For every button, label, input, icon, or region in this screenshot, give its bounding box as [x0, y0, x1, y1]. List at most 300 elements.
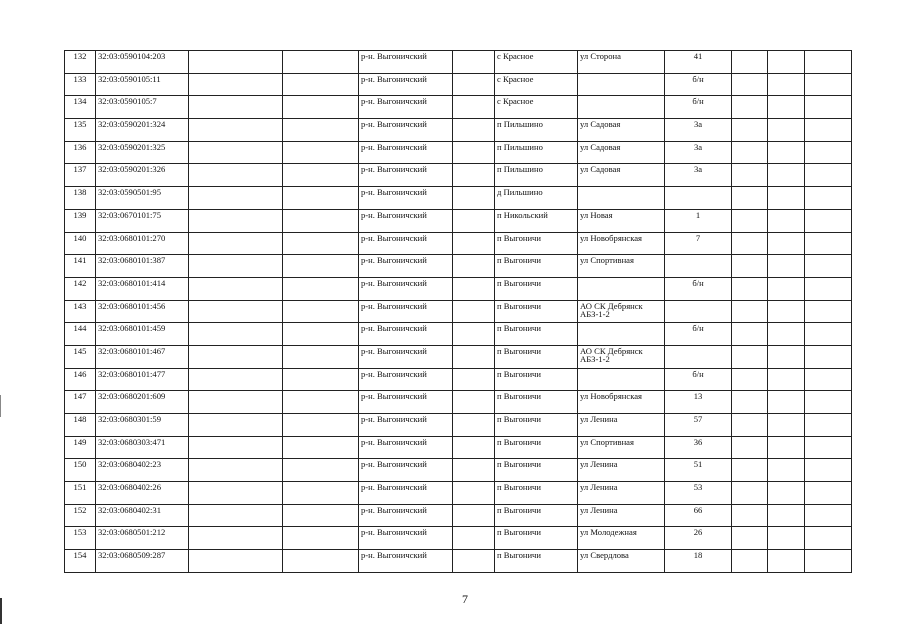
empty-cell: [732, 96, 768, 119]
house-number-cell: 7: [665, 232, 732, 255]
district-cell: р-н. Выгоничский: [359, 232, 453, 255]
empty-cell: [732, 73, 768, 96]
empty-cell: [283, 414, 359, 437]
empty-cell: [189, 119, 283, 142]
empty-cell: [189, 414, 283, 437]
empty-cell: [453, 119, 495, 142]
locality-cell: д Пильшино: [495, 187, 578, 210]
empty-cell: [732, 414, 768, 437]
row-number-cell: 133: [65, 73, 96, 96]
empty-cell: [768, 391, 805, 414]
cadastral-number-cell: 32:03:0680501:212: [96, 527, 189, 550]
empty-cell: [732, 391, 768, 414]
empty-cell: [453, 300, 495, 323]
house-number-cell: 51: [665, 459, 732, 482]
cadastral-number-cell: 32:03:0590105:11: [96, 73, 189, 96]
locality-cell: п Выгоничи: [495, 414, 578, 437]
district-cell: р-н. Выгоничский: [359, 391, 453, 414]
empty-cell: [283, 391, 359, 414]
locality-cell: п Выгоничи: [495, 436, 578, 459]
cadastral-number-cell: 32:03:0680402:31: [96, 504, 189, 527]
empty-cell: [189, 96, 283, 119]
row-number-cell: 137: [65, 164, 96, 187]
empty-cell: [732, 187, 768, 210]
empty-cell: [189, 482, 283, 505]
locality-cell: п Выгоничи: [495, 323, 578, 346]
empty-cell: [732, 323, 768, 346]
empty-cell: [189, 73, 283, 96]
district-cell: р-н. Выгоничский: [359, 277, 453, 300]
district-cell: р-н. Выгоничский: [359, 323, 453, 346]
district-cell: р-н. Выгоничский: [359, 527, 453, 550]
empty-cell: [768, 368, 805, 391]
house-number-cell: 57: [665, 414, 732, 437]
empty-cell: [283, 51, 359, 74]
empty-cell: [768, 73, 805, 96]
empty-cell: [283, 209, 359, 232]
street-cell: ул Свердлова: [578, 550, 665, 573]
empty-cell: [732, 232, 768, 255]
cadastral-number-cell: 32:03:0680101:387: [96, 255, 189, 278]
empty-cell: [283, 277, 359, 300]
district-cell: р-н. Выгоничский: [359, 482, 453, 505]
locality-cell: с Красное: [495, 73, 578, 96]
row-number-cell: 139: [65, 209, 96, 232]
empty-cell: [283, 73, 359, 96]
cadastral-number-cell: 32:03:0680201:609: [96, 391, 189, 414]
row-number-cell: 143: [65, 300, 96, 323]
row-number-cell: 149: [65, 436, 96, 459]
district-cell: р-н. Выгоничский: [359, 436, 453, 459]
row-number-cell: 132: [65, 51, 96, 74]
empty-cell: [805, 232, 852, 255]
empty-cell: [732, 550, 768, 573]
empty-cell: [732, 164, 768, 187]
empty-cell: [732, 255, 768, 278]
empty-cell: [453, 187, 495, 210]
district-cell: р-н. Выгоничский: [359, 414, 453, 437]
empty-cell: [732, 51, 768, 74]
empty-cell: [283, 550, 359, 573]
empty-cell: [453, 550, 495, 573]
empty-cell: [805, 96, 852, 119]
scan-edge-mark: [0, 395, 1, 417]
table-row: [65, 300, 852, 323]
empty-cell: [805, 209, 852, 232]
empty-cell: [805, 51, 852, 74]
table-row: [65, 255, 852, 278]
district-cell: р-н. Выгоничский: [359, 51, 453, 74]
locality-cell: с Красное: [495, 51, 578, 74]
house-number-cell: [665, 300, 732, 323]
empty-cell: [453, 73, 495, 96]
empty-cell: [283, 141, 359, 164]
street-cell: ул Садовая: [578, 164, 665, 187]
cadastral-number-cell: 32:03:0680509:287: [96, 550, 189, 573]
empty-cell: [732, 300, 768, 323]
house-number-cell: 18: [665, 550, 732, 573]
table-row: [65, 368, 852, 391]
empty-cell: [189, 277, 283, 300]
table-row: [65, 141, 852, 164]
empty-cell: [732, 119, 768, 142]
empty-cell: [189, 504, 283, 527]
locality-cell: п Выгоничи: [495, 345, 578, 368]
empty-cell: [732, 345, 768, 368]
empty-cell: [805, 459, 852, 482]
row-number-cell: 141: [65, 255, 96, 278]
empty-cell: [189, 391, 283, 414]
empty-cell: [768, 527, 805, 550]
cadastral-number-cell: 32:03:0590201:326: [96, 164, 189, 187]
table-row: [65, 51, 852, 74]
registry-table: [64, 50, 852, 573]
locality-cell: п Выгоничи: [495, 232, 578, 255]
empty-cell: [805, 414, 852, 437]
empty-cell: [283, 482, 359, 505]
house-number-cell: 3а: [665, 164, 732, 187]
house-number-cell: б/н: [665, 323, 732, 346]
empty-cell: [189, 164, 283, 187]
row-number-cell: 145: [65, 345, 96, 368]
empty-cell: [805, 391, 852, 414]
empty-cell: [453, 323, 495, 346]
empty-cell: [805, 277, 852, 300]
street-cell: АО СК Дебрянск АБЗ-1-2: [578, 300, 665, 323]
district-cell: р-н. Выгоничский: [359, 164, 453, 187]
row-number-cell: 136: [65, 141, 96, 164]
locality-cell: п Пильшино: [495, 141, 578, 164]
table-row: [65, 391, 852, 414]
empty-cell: [283, 436, 359, 459]
empty-cell: [189, 550, 283, 573]
table-row: [65, 527, 852, 550]
table-row: [65, 164, 852, 187]
empty-cell: [283, 300, 359, 323]
house-number-cell: б/н: [665, 73, 732, 96]
empty-cell: [732, 482, 768, 505]
street-cell: [578, 73, 665, 96]
empty-cell: [453, 414, 495, 437]
district-cell: р-н. Выгоничский: [359, 187, 453, 210]
empty-cell: [283, 187, 359, 210]
empty-cell: [453, 232, 495, 255]
row-number-cell: 144: [65, 323, 96, 346]
empty-cell: [453, 96, 495, 119]
street-cell: ул Сторона: [578, 51, 665, 74]
table-row: [65, 550, 852, 573]
empty-cell: [768, 96, 805, 119]
row-number-cell: 152: [65, 504, 96, 527]
locality-cell: п Выгоничи: [495, 527, 578, 550]
locality-cell: п Пильшино: [495, 164, 578, 187]
house-number-cell: [665, 187, 732, 210]
table-row: [65, 119, 852, 142]
cadastral-number-cell: 32:03:0590105:7: [96, 96, 189, 119]
district-cell: р-н. Выгоничский: [359, 345, 453, 368]
empty-cell: [453, 209, 495, 232]
cadastral-number-cell: 32:03:0670101:75: [96, 209, 189, 232]
empty-cell: [189, 141, 283, 164]
empty-cell: [768, 459, 805, 482]
empty-cell: [453, 255, 495, 278]
empty-cell: [768, 550, 805, 573]
empty-cell: [453, 459, 495, 482]
empty-cell: [453, 164, 495, 187]
empty-cell: [283, 345, 359, 368]
locality-cell: п Никольский: [495, 209, 578, 232]
table-row: [65, 209, 852, 232]
empty-cell: [805, 187, 852, 210]
cadastral-number-cell: 32:03:0680101:270: [96, 232, 189, 255]
empty-cell: [283, 459, 359, 482]
street-cell: ул Ленина: [578, 482, 665, 505]
cadastral-number-cell: 32:03:0680101:467: [96, 345, 189, 368]
empty-cell: [805, 436, 852, 459]
empty-cell: [732, 504, 768, 527]
empty-cell: [732, 527, 768, 550]
empty-cell: [283, 504, 359, 527]
district-cell: р-н. Выгоничский: [359, 96, 453, 119]
locality-cell: п Выгоничи: [495, 277, 578, 300]
street-cell: [578, 323, 665, 346]
house-number-cell: 3а: [665, 119, 732, 142]
empty-cell: [805, 119, 852, 142]
empty-cell: [283, 368, 359, 391]
street-cell: ул Спортивная: [578, 436, 665, 459]
empty-cell: [805, 550, 852, 573]
street-cell: ул Новая: [578, 209, 665, 232]
cadastral-number-cell: 32:03:0590501:95: [96, 187, 189, 210]
cadastral-number-cell: 32:03:0680303:471: [96, 436, 189, 459]
locality-cell: п Выгоничи: [495, 459, 578, 482]
house-number-cell: 41: [665, 51, 732, 74]
row-number-cell: 147: [65, 391, 96, 414]
empty-cell: [805, 527, 852, 550]
street-cell: ул Ленина: [578, 414, 665, 437]
empty-cell: [732, 209, 768, 232]
locality-cell: п Пильшино: [495, 119, 578, 142]
empty-cell: [453, 141, 495, 164]
empty-cell: [453, 527, 495, 550]
empty-cell: [805, 504, 852, 527]
empty-cell: [453, 51, 495, 74]
empty-cell: [283, 164, 359, 187]
empty-cell: [805, 73, 852, 96]
empty-cell: [189, 232, 283, 255]
house-number-cell: 53: [665, 482, 732, 505]
house-number-cell: 1: [665, 209, 732, 232]
street-cell: ул Ленина: [578, 504, 665, 527]
empty-cell: [732, 436, 768, 459]
table-row: [65, 436, 852, 459]
house-number-cell: 66: [665, 504, 732, 527]
empty-cell: [768, 323, 805, 346]
street-cell: ул Садовая: [578, 119, 665, 142]
empty-cell: [768, 164, 805, 187]
empty-cell: [453, 391, 495, 414]
empty-cell: [768, 300, 805, 323]
house-number-cell: б/н: [665, 368, 732, 391]
empty-cell: [283, 119, 359, 142]
empty-cell: [283, 527, 359, 550]
empty-cell: [805, 345, 852, 368]
empty-cell: [732, 459, 768, 482]
empty-cell: [768, 232, 805, 255]
empty-cell: [189, 323, 283, 346]
row-number-cell: 153: [65, 527, 96, 550]
empty-cell: [189, 459, 283, 482]
empty-cell: [453, 436, 495, 459]
street-cell: АО СК Дебрянск АБЗ-1-2: [578, 345, 665, 368]
empty-cell: [732, 368, 768, 391]
empty-cell: [189, 255, 283, 278]
house-number-cell: б/н: [665, 277, 732, 300]
row-number-cell: 150: [65, 459, 96, 482]
district-cell: р-н. Выгоничский: [359, 141, 453, 164]
locality-cell: п Выгоничи: [495, 550, 578, 573]
row-number-cell: 142: [65, 277, 96, 300]
locality-cell: п Выгоничи: [495, 300, 578, 323]
table-row: [65, 504, 852, 527]
empty-cell: [189, 187, 283, 210]
empty-cell: [732, 277, 768, 300]
street-cell: ул Ленина: [578, 459, 665, 482]
row-number-cell: 140: [65, 232, 96, 255]
empty-cell: [805, 323, 852, 346]
row-number-cell: 135: [65, 119, 96, 142]
house-number-cell: 13: [665, 391, 732, 414]
street-cell: [578, 187, 665, 210]
street-cell: [578, 96, 665, 119]
district-cell: р-н. Выгоничский: [359, 73, 453, 96]
cadastral-number-cell: 32:03:0680402:23: [96, 459, 189, 482]
row-number-cell: 148: [65, 414, 96, 437]
empty-cell: [189, 527, 283, 550]
district-cell: р-н. Выгоничский: [359, 550, 453, 573]
cadastral-number-cell: 32:03:0680101:459: [96, 323, 189, 346]
street-cell: ул Молодежная: [578, 527, 665, 550]
cadastral-number-cell: 32:03:0680101:456: [96, 300, 189, 323]
empty-cell: [189, 209, 283, 232]
cadastral-number-cell: 32:03:0590104:203: [96, 51, 189, 74]
registry-table-body: [65, 51, 852, 573]
cadastral-number-cell: 32:03:0680101:414: [96, 277, 189, 300]
empty-cell: [189, 368, 283, 391]
locality-cell: п Выгоничи: [495, 504, 578, 527]
house-number-cell: 3а: [665, 141, 732, 164]
empty-cell: [453, 345, 495, 368]
table-row: [65, 345, 852, 368]
empty-cell: [768, 277, 805, 300]
empty-cell: [283, 232, 359, 255]
empty-cell: [189, 436, 283, 459]
house-number-cell: 36: [665, 436, 732, 459]
empty-cell: [768, 255, 805, 278]
street-cell: ул Новобрянская: [578, 232, 665, 255]
house-number-cell: [665, 345, 732, 368]
empty-cell: [283, 323, 359, 346]
cadastral-number-cell: 32:03:0680301:59: [96, 414, 189, 437]
locality-cell: п Выгоничи: [495, 391, 578, 414]
empty-cell: [189, 300, 283, 323]
district-cell: р-н. Выгоничский: [359, 504, 453, 527]
locality-cell: п Выгоничи: [495, 482, 578, 505]
empty-cell: [453, 368, 495, 391]
locality-cell: с Красное: [495, 96, 578, 119]
table-row: [65, 459, 852, 482]
empty-cell: [768, 141, 805, 164]
empty-cell: [768, 504, 805, 527]
table-row: [65, 323, 852, 346]
table-row: [65, 187, 852, 210]
district-cell: р-н. Выгоничский: [359, 368, 453, 391]
district-cell: р-н. Выгоничский: [359, 300, 453, 323]
cadastral-number-cell: 32:03:0680101:477: [96, 368, 189, 391]
table-row: [65, 414, 852, 437]
empty-cell: [189, 51, 283, 74]
house-number-cell: [665, 255, 732, 278]
row-number-cell: 134: [65, 96, 96, 119]
row-number-cell: 146: [65, 368, 96, 391]
district-cell: р-н. Выгоничский: [359, 459, 453, 482]
empty-cell: [768, 414, 805, 437]
empty-cell: [768, 51, 805, 74]
district-cell: р-н. Выгоничский: [359, 255, 453, 278]
empty-cell: [768, 482, 805, 505]
empty-cell: [768, 209, 805, 232]
empty-cell: [283, 255, 359, 278]
empty-cell: [189, 345, 283, 368]
empty-cell: [768, 345, 805, 368]
cadastral-number-cell: 32:03:0680402:26: [96, 482, 189, 505]
empty-cell: [805, 255, 852, 278]
empty-cell: [805, 164, 852, 187]
house-number-cell: б/н: [665, 96, 732, 119]
row-number-cell: 138: [65, 187, 96, 210]
empty-cell: [453, 277, 495, 300]
empty-cell: [805, 300, 852, 323]
table-row: [65, 482, 852, 505]
empty-cell: [805, 482, 852, 505]
row-number-cell: 151: [65, 482, 96, 505]
table-row: [65, 232, 852, 255]
empty-cell: [453, 482, 495, 505]
cadastral-number-cell: 32:03:0590201:325: [96, 141, 189, 164]
locality-cell: п Выгоничи: [495, 368, 578, 391]
empty-cell: [283, 96, 359, 119]
house-number-cell: 26: [665, 527, 732, 550]
street-cell: [578, 368, 665, 391]
row-number-cell: 154: [65, 550, 96, 573]
empty-cell: [805, 368, 852, 391]
empty-cell: [768, 119, 805, 142]
empty-cell: [768, 436, 805, 459]
street-cell: ул Садовая: [578, 141, 665, 164]
page-number: 7: [462, 592, 468, 606]
empty-cell: [805, 141, 852, 164]
table-row: [65, 96, 852, 119]
cadastral-number-cell: 32:03:0590201:324: [96, 119, 189, 142]
street-cell: [578, 277, 665, 300]
street-cell: ул Спортивная: [578, 255, 665, 278]
scan-edge-mark: [0, 598, 2, 624]
table-row: [65, 277, 852, 300]
empty-cell: [453, 504, 495, 527]
empty-cell: [768, 187, 805, 210]
table-row: [65, 73, 852, 96]
district-cell: р-н. Выгоничский: [359, 119, 453, 142]
